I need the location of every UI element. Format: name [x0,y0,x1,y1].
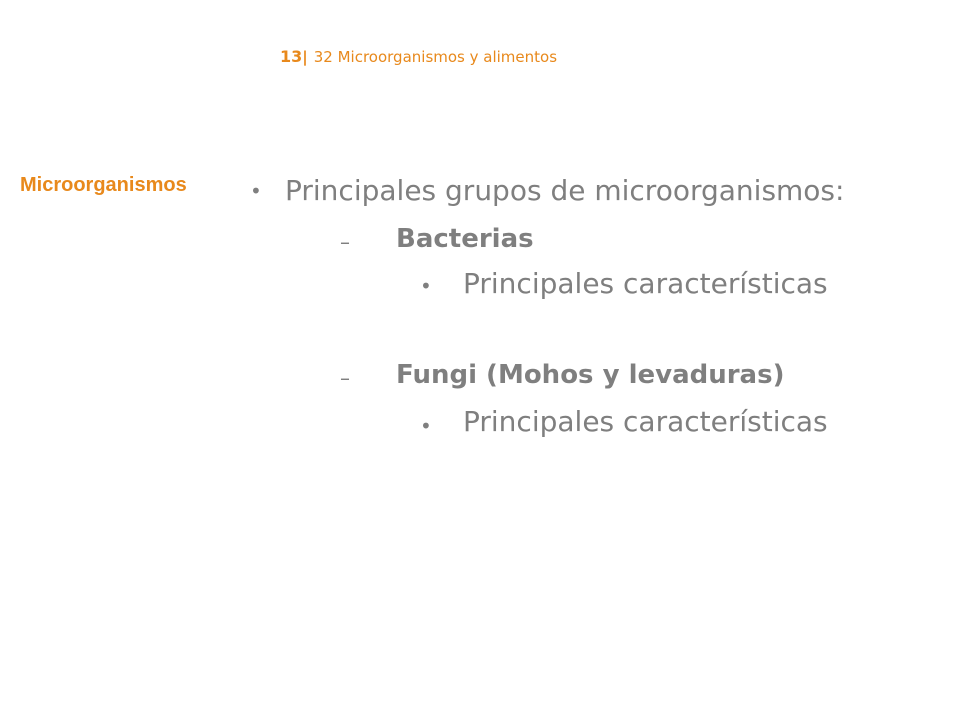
group-name-fungi: Fungi (Mohos y levaduras) [396,360,785,390]
item-marker-bacterias: • [420,274,432,298]
section-label: Microorganismos [20,174,187,196]
slide-number: 13 [280,47,303,66]
main-heading: Principales grupos de microorganismos: [285,174,845,207]
item-text-bacterias: Principales características [463,267,828,300]
main-bullet-marker: • [250,179,262,203]
slide-title: 32 Microorganismos y alimentos [313,48,558,66]
slide-header [280,47,557,66]
item-text-fungi: Principales características [463,405,828,438]
header-separator: | [302,48,308,66]
group-name-bacterias: Bacterias [396,224,534,254]
item-marker-fungi: • [420,414,432,438]
group-marker-bacterias: – [340,230,350,254]
group-marker-fungi: – [340,366,350,390]
